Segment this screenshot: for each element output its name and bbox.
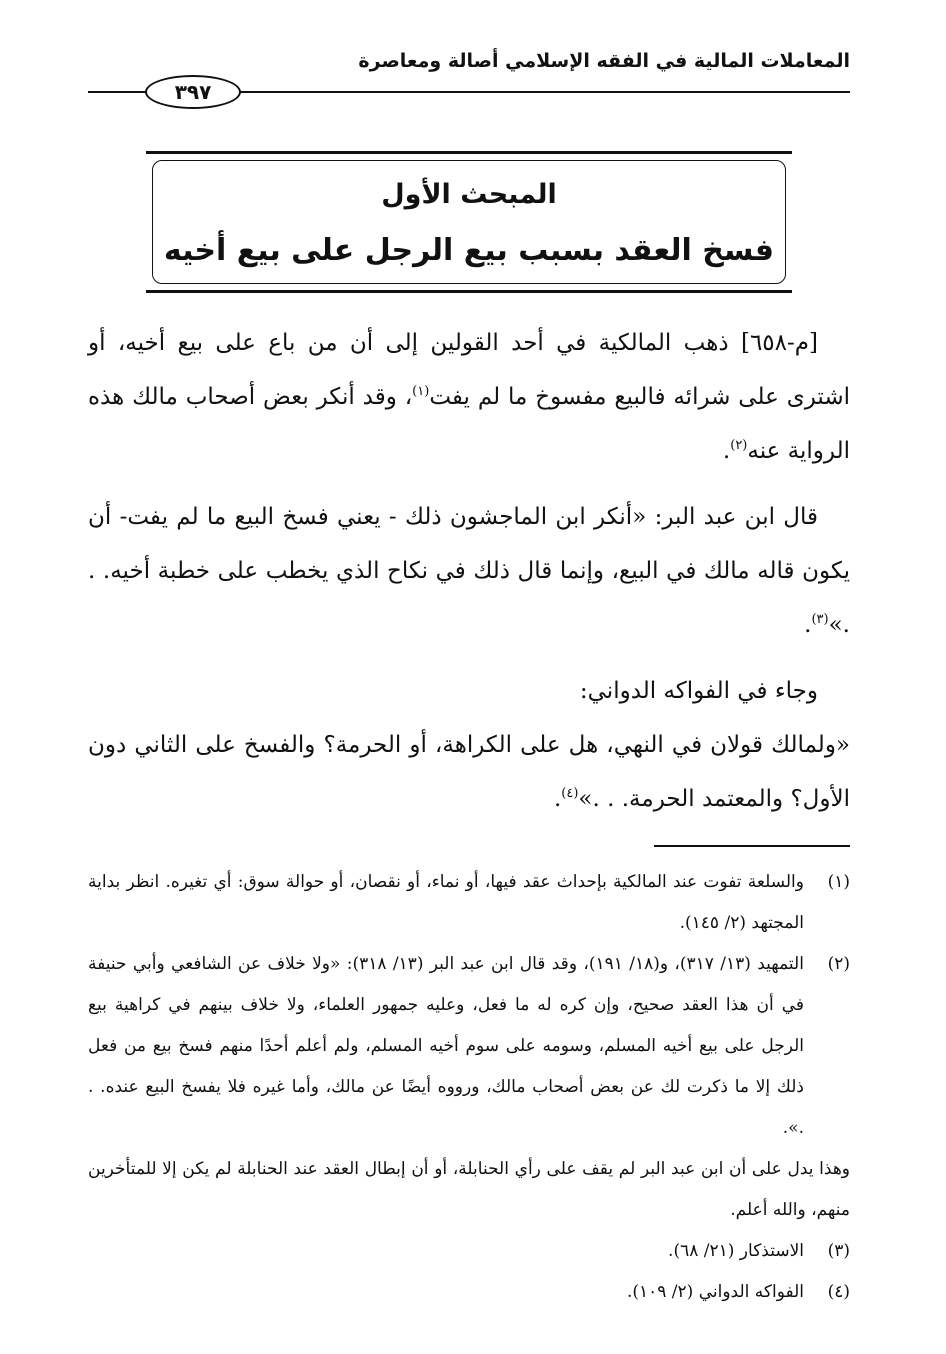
paragraph-2-end: . <box>804 612 812 638</box>
paragraph-3 <box>88 664 850 718</box>
section-subheading: فسخ العقد بسبب بيع الرجل على بيع أخيه <box>163 233 775 268</box>
footnote-rule <box>654 845 850 847</box>
footnote-ref-4: (٤) <box>561 786 579 801</box>
running-title: المعاملات المالية في الفقه الإسلامي أصالة ومعاصرة <box>358 50 850 72</box>
paragraph-2-text: قال ابن عبد البر: «أنكر ابن الماجشون ذلك - يعني فسخ البيع ما لم يفت- أن يكون قاله مالك في البيع، وإنما قال ذلك في نكاح الذي يخطب على خطبة أخيه. . .» <box>88 504 850 638</box>
section-heading: المبحث الأول <box>381 179 557 210</box>
footnote-number: (١) <box>827 872 850 892</box>
page-number: ٣٩٧ <box>145 75 241 109</box>
footnote-text: الفواكه الدواني (٢/ ١٠٩). <box>626 1282 804 1302</box>
footnote-3 <box>88 1231 850 1272</box>
section-title-frame <box>152 160 786 284</box>
footnote-number: (٣) <box>827 1241 850 1261</box>
footnote-ref-1: (١) <box>412 384 430 399</box>
paragraph-1-end: . <box>722 438 731 464</box>
paragraph-2 <box>88 490 850 652</box>
paragraph-4 <box>88 718 850 826</box>
paragraph-1-text-2: ، وقد أنكر بعض أصحاب مالك هذه الرواية عنه <box>88 384 850 464</box>
footnote-text: التمهيد (١٣/ ٣١٧)، و(١٨/ ١٩١)، وقد قال ابن عبد البر (١٣/ ٣١٨): «ولا خلاف عن الشافعي وأبي حنيفة في أن هذا العقد صحيح، وإن كره له ما فعل، وعليه جمهور العلماء، ولا خلاف بينهم في كراهية بيع الرجل على بيع أخيه المسلم، وسومه على سوم أخيه المسلم، ولم أعلم أحدًا منهم فسخ بيع من فعل ذلك إلا ما ذكرت لك عن بعض أصحاب مالك، ورووه أيضًا عن مالك، وأما غيره فلا يفسخ البيع عنده. . .». <box>88 954 804 1138</box>
footnote-4 <box>88 1272 850 1313</box>
footnote-ref-3: (٣) <box>811 612 829 627</box>
paragraph-1-text: [م-٦٥٨] ذهب المالكية في أحد القولين إلى أن من باع على بيع أخيه، أو اشترى على شرائه فالبيع مفسوخ ما لم يفت <box>88 330 850 410</box>
footnote-text: والسلعة تفوت عند المالكية بإحداث عقد فيها، أو نماء، أو نقصان، أو حوالة سوق: أي تغيره. انظر بداية المجتهد (٢/ ١٤٥). <box>88 872 804 933</box>
section-title-box <box>146 151 792 293</box>
footnote-1 <box>88 862 850 944</box>
footnote-text: الاستذكار (٢١/ ٦٨). <box>668 1241 804 1261</box>
footnote-2 <box>88 944 850 1149</box>
paragraph-1 <box>88 316 850 478</box>
paragraph-4-text: «ولمالك قولان في النهي، هل على الكراهة، أو الحرمة؟ والفسخ على الثاني دون الأول؟ والمعتمد الحرمة. . .» <box>88 732 850 812</box>
footnote-number: (٤) <box>827 1282 850 1302</box>
body-text <box>88 316 850 826</box>
footnote-2-continuation: وهذا يدل على أن ابن عبد البر لم يقف على رأي الحنابلة، أو أن إبطال العقد عند الحنابلة لم يكن إلا للمتأخرين منهم، والله أعلم. <box>88 1159 850 1220</box>
paragraph-4-end: . <box>553 786 562 812</box>
footnotes <box>88 862 850 1313</box>
footnote-number: (٢) <box>827 954 850 974</box>
paragraph-3-text: وجاء في الفواكه الدواني: <box>579 678 818 704</box>
footnote-ref-2: (٢) <box>730 438 748 453</box>
